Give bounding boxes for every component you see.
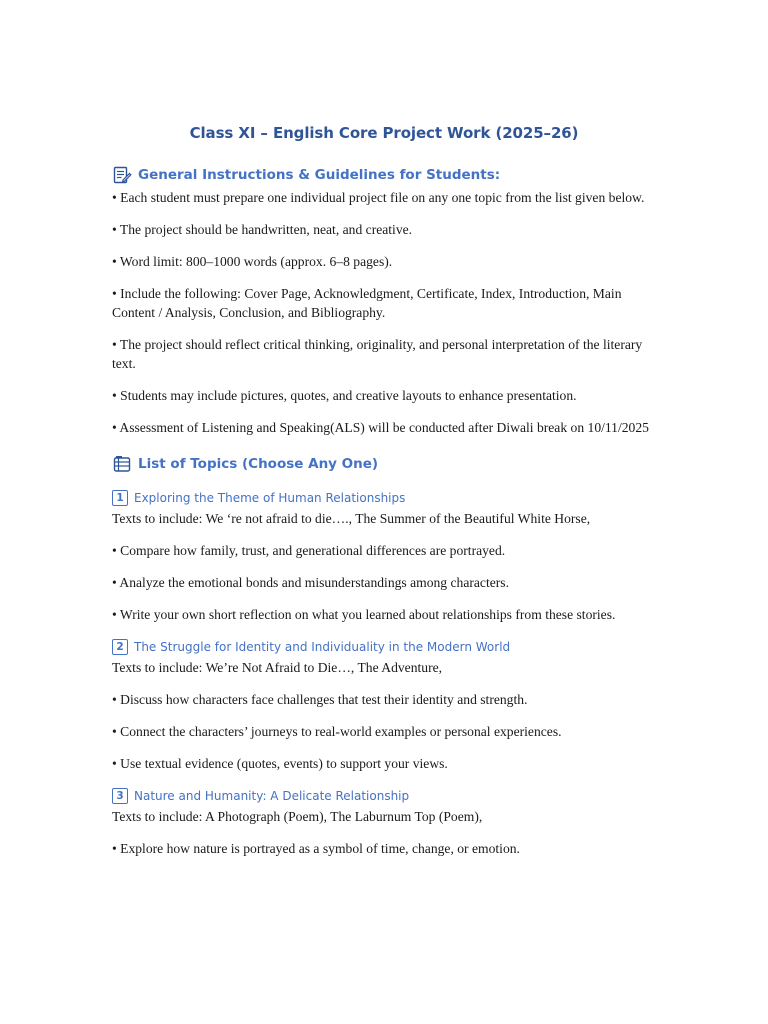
topic-texts: Texts to include: We ‘re not afraid to die…., The Summer of the Beautiful White Horse,	[112, 511, 591, 526]
topic-point: • Use textual evidence (quotes, events) to support your views.	[112, 756, 448, 771]
page-title: Class XI – English Core Project Work (2025–26)	[189, 124, 579, 142]
instruction-item: • Each student must prepare one individual project file on any one topic from the list given below.	[112, 190, 645, 205]
number-badge-icon: 2	[112, 639, 128, 655]
topic-title: Exploring the Theme of Human Relationships	[134, 491, 406, 505]
instruction-item: • Include the following: Cover Page, Acknowledgment, Certificate, Index, Introduction, Main Content / Analysis, Conclusion, and Bibliography.	[112, 286, 622, 320]
topics-heading-label: List of Topics (Choose Any One)	[138, 456, 379, 472]
topic-title: The Struggle for Identity and Individuality in the Modern World	[134, 640, 511, 654]
instruction-item: • The project should reflect critical thinking, originality, and personal interpretation of the literary text.	[112, 337, 643, 371]
topic-texts: Texts to include: A Photograph (Poem), The Laburnum Top (Poem),	[112, 809, 483, 824]
document-body	[112, 164, 657, 858]
instruction-item: • Word limit: 800–1000 words (approx. 6–8 pages).	[112, 254, 393, 269]
topic-title: Nature and Humanity: A Delicate Relationship	[134, 789, 410, 803]
topics-heading	[112, 453, 657, 475]
topic-point: • Connect the characters’ journeys to real-world examples or personal experiences.	[112, 724, 562, 739]
instruction-item: • Students may include pictures, quotes, and creative layouts to enhance presentation.	[112, 388, 577, 403]
number-badge-icon: 1	[112, 490, 128, 506]
instruction-item: • Assessment of Listening and Speaking(ALS) will be conducted after Diwali break on 10/11/2025	[112, 420, 649, 435]
topic-heading	[112, 638, 657, 656]
instructions-heading	[112, 164, 657, 186]
topic-point: • Discuss how characters face challenges that test their identity and strength.	[112, 692, 528, 707]
topic-heading	[112, 787, 657, 805]
memo-icon	[112, 165, 132, 185]
card-index-icon	[112, 454, 132, 474]
instruction-item: • The project should be handwritten, neat, and creative.	[112, 222, 413, 237]
topic-point: • Write your own short reflection on what you learned about relationships from these stories.	[112, 607, 616, 622]
topic-heading	[112, 489, 657, 507]
topic-texts: Texts to include: We’re Not Afraid to Die…, The Adventure,	[112, 660, 443, 675]
topic-point: • Explore how nature is portrayed as a symbol of time, change, or emotion.	[112, 841, 520, 856]
topic-point: • Compare how family, trust, and generational differences are portrayed.	[112, 543, 506, 558]
number-badge-icon: 3	[112, 788, 128, 804]
topic-point: • Analyze the emotional bonds and misunderstandings among characters.	[112, 575, 509, 590]
instructions-heading-label: General Instructions & Guidelines for Students:	[138, 167, 501, 183]
